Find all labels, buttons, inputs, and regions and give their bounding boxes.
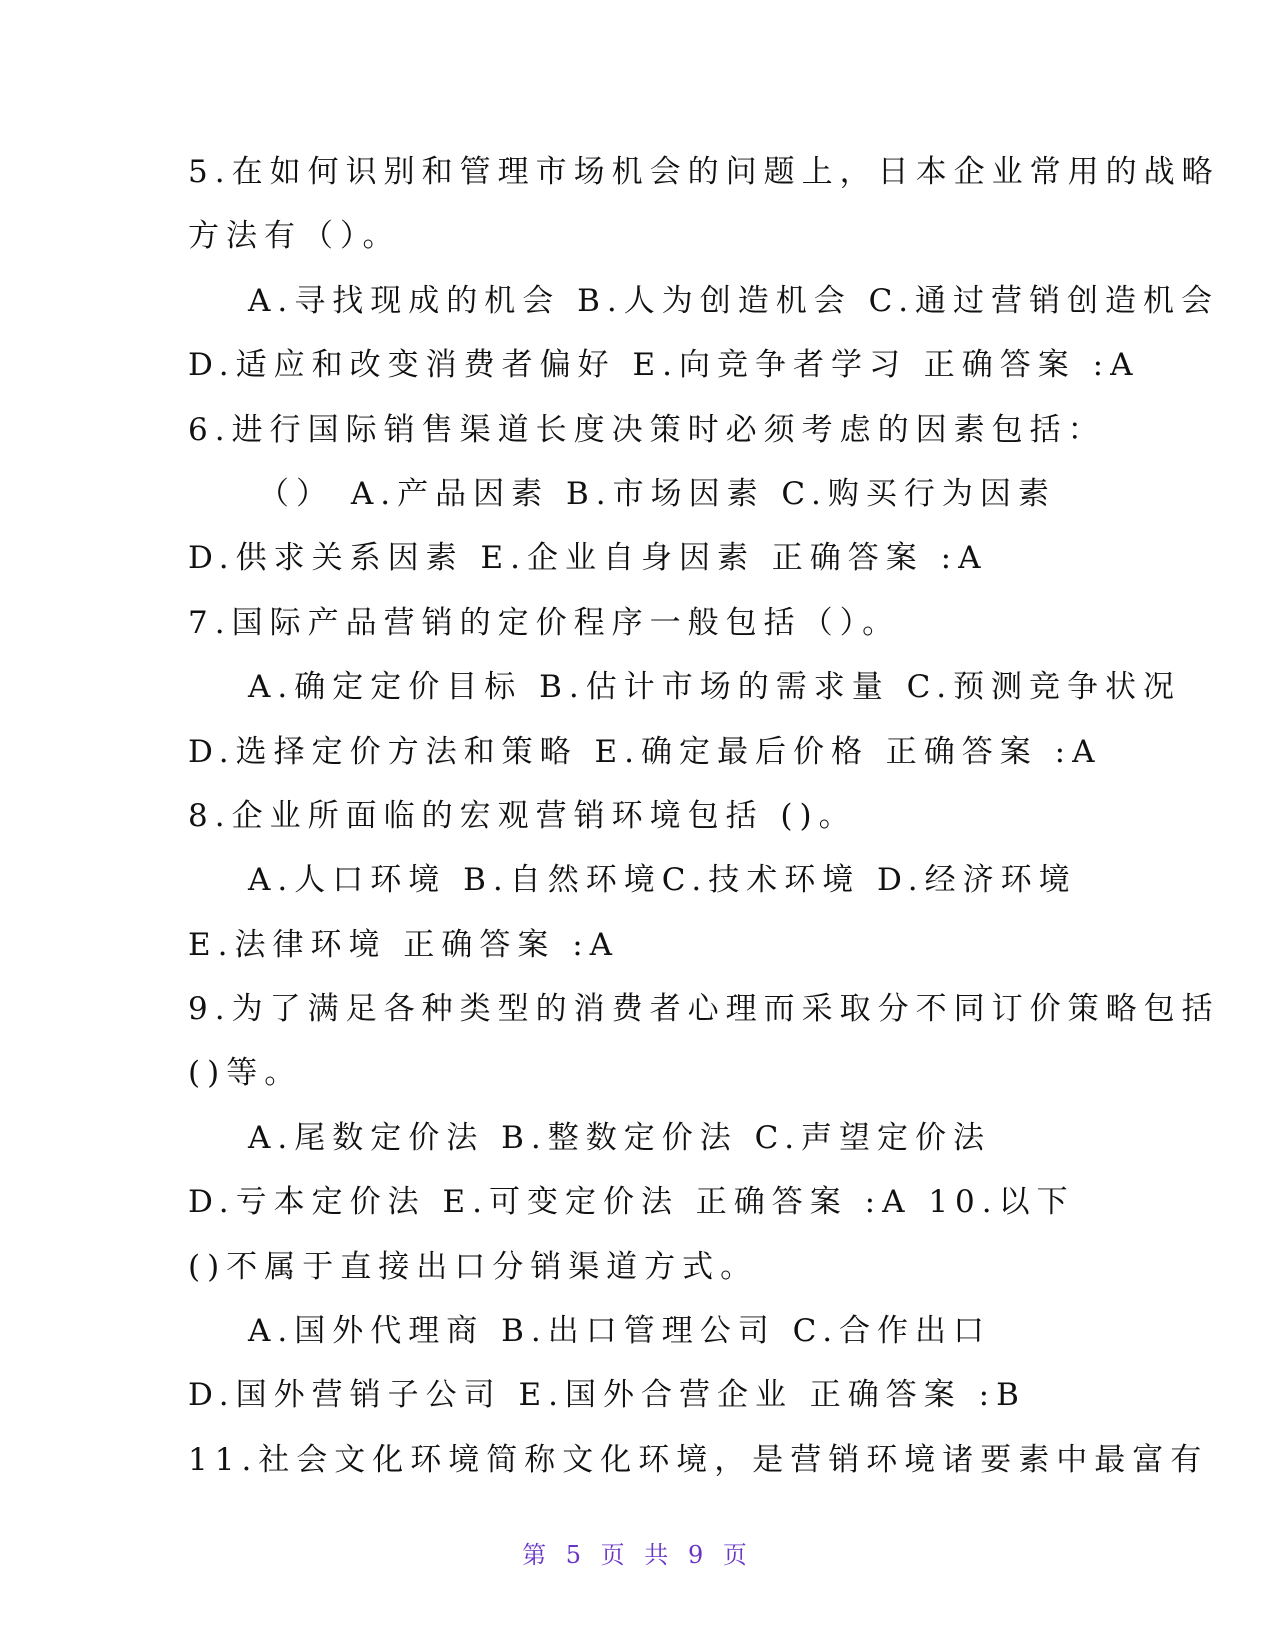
option-line: D.亏本定价法 E.可变定价法 正确答案 :A 10.以下 [188, 1184, 1075, 1221]
page-number: 第 5 页 共 9 页 [522, 1541, 753, 1569]
option-line: A.寻找现成的机会 B.人为创造机会 C.通过营销创造机会 [248, 282, 1220, 319]
text-line: 7.国际产品营销的定价程序一般包括（）。 [188, 604, 901, 641]
option-line: E.法律环境 正确答案 :A [188, 926, 620, 963]
option-line: A.确定定价目标 B.估计市场的需求量 C.预测竞争状况 [248, 669, 1182, 706]
text-line: 9.为了满足各种类型的消费者心理而采取分不同订价策略包括 [188, 991, 1220, 1028]
option-line: （） A.产品因素 B.市场因素 C.购买行为因素 [258, 475, 1056, 512]
option-line: A.国外代理商 B.出口管理公司 C.合作出口 [248, 1313, 992, 1350]
text-line: ()不属于直接出口分销渠道方式。 [188, 1248, 759, 1285]
option-line: A.尾数定价法 B.整数定价法 C.声望定价法 [248, 1119, 992, 1156]
option-line: D.选择定价方法和策略 E.确定最后价格 正确答案 :A [188, 733, 1102, 770]
text-line: ()等。 [188, 1055, 303, 1092]
text-line: 8.企业所面临的宏观营销环境包括 ()。 [188, 797, 857, 834]
option-line: A.人口环境 B.自然环境C.技术环境 D.经济环境 [248, 862, 1077, 899]
text-line: 5.在如何识别和管理市场机会的问题上，日本企业常用的战略 [188, 154, 1220, 190]
document-body [188, 140, 1220, 1492]
option-line: D.供求关系因素 E.企业自身因素 正确答案 :A [188, 540, 988, 577]
option-line: D.适应和改变消费者偏好 E.向竞争者学习 正确答案 :A [188, 347, 1140, 384]
text-line: 6.进行国际销售渠道长度决策时必须考虑的因素包括： [188, 411, 1106, 448]
text-line: 方法有（）。 [188, 218, 401, 255]
option-line: D.国外营销子公司 E.国外合营企业 正确答案 :B [188, 1377, 1026, 1414]
text-line: 11.社会文化环境简称文化环境，是营销环境诸要素中最富有 [188, 1441, 1209, 1478]
